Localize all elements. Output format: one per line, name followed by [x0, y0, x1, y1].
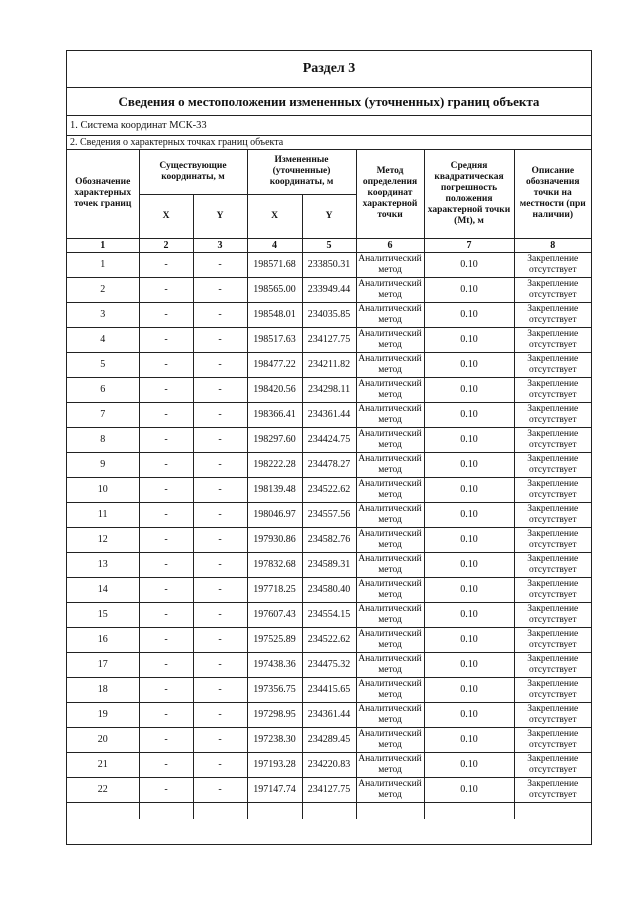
- error-cell: 0.10: [424, 577, 514, 602]
- existing-x-cell: -: [139, 427, 193, 452]
- error-cell: 0.10: [424, 602, 514, 627]
- header-description: Описание обозначения точки на местности (при наличии): [514, 150, 591, 238]
- method-cell: Аналитический метод: [356, 777, 424, 802]
- point-number-cell: 20: [67, 727, 139, 752]
- existing-x-cell: -: [139, 777, 193, 802]
- method-cell: Аналитический метод: [356, 527, 424, 552]
- changed-x-cell: 198420.56: [247, 377, 302, 402]
- existing-y-cell: -: [193, 452, 247, 477]
- header-changed-y: Y: [302, 194, 356, 238]
- point-number-cell: 21: [67, 752, 139, 777]
- existing-x-cell: -: [139, 752, 193, 777]
- description-cell: Закрепление отсутствует: [514, 277, 591, 302]
- table-row: [67, 677, 591, 702]
- changed-x-cell: 197832.68: [247, 552, 302, 577]
- changed-y-cell: 234127.75: [302, 327, 356, 352]
- existing-y-cell: -: [193, 752, 247, 777]
- table-row: [67, 552, 591, 577]
- description-cell: Закрепление отсутствует: [514, 577, 591, 602]
- changed-x-cell: 197930.86: [247, 527, 302, 552]
- description-cell: Закрепление отсутствует: [514, 252, 591, 277]
- method-cell: Аналитический метод: [356, 627, 424, 652]
- point-number-cell: 2: [67, 277, 139, 302]
- table-row: [67, 577, 591, 602]
- changed-y-cell: 234424.75: [302, 427, 356, 452]
- description-cell: Закрепление отсутствует: [514, 377, 591, 402]
- changed-x-cell: 198139.48: [247, 477, 302, 502]
- existing-x-cell: -: [139, 377, 193, 402]
- table-body: [67, 252, 591, 819]
- method-cell: Аналитический метод: [356, 552, 424, 577]
- error-cell: 0.10: [424, 402, 514, 427]
- column-number: 7: [424, 238, 514, 252]
- existing-y-cell: -: [193, 677, 247, 702]
- method-cell: Аналитический метод: [356, 327, 424, 352]
- table-row: [67, 452, 591, 477]
- method-cell: Аналитический метод: [356, 352, 424, 377]
- changed-y-cell: 234298.11: [302, 377, 356, 402]
- changed-y-cell: 234522.62: [302, 627, 356, 652]
- method-cell: Аналитический метод: [356, 577, 424, 602]
- column-number: 3: [193, 238, 247, 252]
- method-cell: Аналитический метод: [356, 652, 424, 677]
- method-cell: Аналитический метод: [356, 702, 424, 727]
- description-cell: Закрепление отсутствует: [514, 702, 591, 727]
- point-number-cell: 16: [67, 627, 139, 652]
- existing-x-cell: -: [139, 602, 193, 627]
- header-changed-coords: Измененные (уточненные) координаты, м: [247, 150, 356, 194]
- error-cell: 0.10: [424, 477, 514, 502]
- method-cell: Аналитический метод: [356, 752, 424, 777]
- existing-y-cell: -: [193, 402, 247, 427]
- existing-y-cell: -: [193, 502, 247, 527]
- existing-x-cell: -: [139, 702, 193, 727]
- header-existing-coords: Существующие координаты, м: [139, 150, 247, 194]
- error-cell: 0.10: [424, 752, 514, 777]
- table-row: [67, 277, 591, 302]
- description-cell: Закрепление отсутствует: [514, 527, 591, 552]
- description-cell: Закрепление отсутствует: [514, 627, 591, 652]
- existing-y-cell: -: [193, 427, 247, 452]
- table-row: [67, 502, 591, 527]
- column-number: 6: [356, 238, 424, 252]
- error-cell: 0.10: [424, 427, 514, 452]
- changed-x-cell: 197718.25: [247, 577, 302, 602]
- changed-x-cell: 198548.01: [247, 302, 302, 327]
- changed-x-cell: 197147.74: [247, 777, 302, 802]
- changed-x-cell: 198046.97: [247, 502, 302, 527]
- header-existing-x: X: [139, 194, 193, 238]
- empty-cell: [356, 802, 424, 819]
- empty-cell: [424, 802, 514, 819]
- point-number-cell: 15: [67, 602, 139, 627]
- description-cell: Закрепление отсутствует: [514, 352, 591, 377]
- empty-table-row: [67, 802, 591, 819]
- changed-x-cell: 197298.95: [247, 702, 302, 727]
- error-cell: 0.10: [424, 552, 514, 577]
- column-number: 4: [247, 238, 302, 252]
- point-number-cell: 9: [67, 452, 139, 477]
- method-cell: Аналитический метод: [356, 427, 424, 452]
- changed-x-cell: 197356.75: [247, 677, 302, 702]
- points-section-header: 2. Сведения о характерных точках границ объекта: [67, 136, 591, 150]
- description-cell: Закрепление отсутствует: [514, 477, 591, 502]
- existing-y-cell: -: [193, 477, 247, 502]
- existing-x-cell: -: [139, 277, 193, 302]
- error-cell: 0.10: [424, 452, 514, 477]
- changed-y-cell: 234361.44: [302, 402, 356, 427]
- coordinate-system-line: 1. Система координат МСК-33: [67, 116, 591, 136]
- changed-y-cell: 234557.56: [302, 502, 356, 527]
- description-cell: Закрепление отсутствует: [514, 452, 591, 477]
- description-cell: Закрепление отсутствует: [514, 652, 591, 677]
- existing-y-cell: -: [193, 652, 247, 677]
- existing-y-cell: -: [193, 777, 247, 802]
- existing-y-cell: -: [193, 627, 247, 652]
- point-number-cell: 6: [67, 377, 139, 402]
- table-row: [67, 702, 591, 727]
- table-row: [67, 327, 591, 352]
- method-cell: Аналитический метод: [356, 302, 424, 327]
- existing-y-cell: -: [193, 727, 247, 752]
- point-number-cell: 10: [67, 477, 139, 502]
- method-cell: Аналитический метод: [356, 252, 424, 277]
- changed-y-cell: 234582.76: [302, 527, 356, 552]
- changed-y-cell: 234415.65: [302, 677, 356, 702]
- existing-x-cell: -: [139, 402, 193, 427]
- table-row: [67, 402, 591, 427]
- description-cell: Закрепление отсутствует: [514, 502, 591, 527]
- table-row: [67, 652, 591, 677]
- changed-y-cell: 234211.82: [302, 352, 356, 377]
- point-number-cell: 18: [67, 677, 139, 702]
- column-number: 1: [67, 238, 139, 252]
- method-cell: Аналитический метод: [356, 402, 424, 427]
- existing-y-cell: -: [193, 377, 247, 402]
- table-row: [67, 252, 591, 277]
- description-cell: Закрепление отсутствует: [514, 727, 591, 752]
- point-number-cell: 5: [67, 352, 139, 377]
- changed-y-cell: 233850.31: [302, 252, 356, 277]
- method-cell: Аналитический метод: [356, 727, 424, 752]
- table-row: [67, 752, 591, 777]
- description-cell: Закрепление отсутствует: [514, 402, 591, 427]
- error-cell: 0.10: [424, 777, 514, 802]
- header-changed-x: X: [247, 194, 302, 238]
- table-row: [67, 377, 591, 402]
- description-cell: Закрепление отсутствует: [514, 327, 591, 352]
- method-cell: Аналитический метод: [356, 277, 424, 302]
- changed-y-cell: 234127.75: [302, 777, 356, 802]
- method-cell: Аналитический метод: [356, 502, 424, 527]
- point-number-cell: 12: [67, 527, 139, 552]
- column-number: 8: [514, 238, 591, 252]
- point-number-cell: 4: [67, 327, 139, 352]
- changed-y-cell: 234554.15: [302, 602, 356, 627]
- changed-y-cell: 234475.32: [302, 652, 356, 677]
- table-row: [67, 427, 591, 452]
- existing-x-cell: -: [139, 502, 193, 527]
- error-cell: 0.10: [424, 327, 514, 352]
- changed-x-cell: 198565.00: [247, 277, 302, 302]
- existing-x-cell: -: [139, 677, 193, 702]
- existing-y-cell: -: [193, 327, 247, 352]
- empty-cell: [514, 802, 591, 819]
- existing-y-cell: -: [193, 702, 247, 727]
- changed-x-cell: 198571.68: [247, 252, 302, 277]
- existing-x-cell: -: [139, 552, 193, 577]
- changed-y-cell: 234361.44: [302, 702, 356, 727]
- changed-x-cell: 197238.30: [247, 727, 302, 752]
- changed-y-cell: 234478.27: [302, 452, 356, 477]
- point-number-cell: 1: [67, 252, 139, 277]
- description-cell: Закрепление отсутствует: [514, 752, 591, 777]
- point-number-cell: 17: [67, 652, 139, 677]
- changed-x-cell: 197438.36: [247, 652, 302, 677]
- boundary-points-table: [67, 150, 591, 819]
- header-designation: Обозначение характерных точек границ: [67, 150, 139, 238]
- error-cell: 0.10: [424, 252, 514, 277]
- header-error: Средняя квадратическая погрешность положения характерной точки (Mt), м: [424, 150, 514, 238]
- error-cell: 0.10: [424, 727, 514, 752]
- table-row: [67, 627, 591, 652]
- existing-x-cell: -: [139, 577, 193, 602]
- error-cell: 0.10: [424, 652, 514, 677]
- table-row: [67, 477, 591, 502]
- table-row: [67, 302, 591, 327]
- changed-y-cell: 234220.83: [302, 752, 356, 777]
- empty-cell: [193, 802, 247, 819]
- existing-x-cell: -: [139, 452, 193, 477]
- column-number: 5: [302, 238, 356, 252]
- column-number: 2: [139, 238, 193, 252]
- header-method: Метод определения координат характерной точки: [356, 150, 424, 238]
- error-cell: 0.10: [424, 627, 514, 652]
- point-number-cell: 3: [67, 302, 139, 327]
- existing-x-cell: -: [139, 252, 193, 277]
- error-cell: 0.10: [424, 352, 514, 377]
- changed-y-cell: 234522.62: [302, 477, 356, 502]
- existing-y-cell: -: [193, 252, 247, 277]
- existing-x-cell: -: [139, 727, 193, 752]
- table-row: [67, 352, 591, 377]
- changed-y-cell: 234289.45: [302, 727, 356, 752]
- description-cell: Закрепление отсутствует: [514, 677, 591, 702]
- error-cell: 0.10: [424, 377, 514, 402]
- point-number-cell: 8: [67, 427, 139, 452]
- method-cell: Аналитический метод: [356, 377, 424, 402]
- changed-x-cell: 197193.28: [247, 752, 302, 777]
- existing-x-cell: -: [139, 652, 193, 677]
- existing-x-cell: -: [139, 327, 193, 352]
- point-number-cell: 14: [67, 577, 139, 602]
- point-number-cell: 19: [67, 702, 139, 727]
- method-cell: Аналитический метод: [356, 452, 424, 477]
- changed-y-cell: 234580.40: [302, 577, 356, 602]
- description-cell: Закрепление отсутствует: [514, 602, 591, 627]
- description-cell: Закрепление отсутствует: [514, 427, 591, 452]
- changed-y-cell: 233949.44: [302, 277, 356, 302]
- empty-cell: [302, 802, 356, 819]
- table-row: [67, 527, 591, 552]
- error-cell: 0.10: [424, 277, 514, 302]
- existing-x-cell: -: [139, 352, 193, 377]
- table-row: [67, 777, 591, 802]
- method-cell: Аналитический метод: [356, 677, 424, 702]
- existing-y-cell: -: [193, 552, 247, 577]
- table-row: [67, 727, 591, 752]
- changed-x-cell: 198517.63: [247, 327, 302, 352]
- description-cell: Закрепление отсутствует: [514, 302, 591, 327]
- document-sheet: [66, 50, 592, 845]
- point-number-cell: 22: [67, 777, 139, 802]
- error-cell: 0.10: [424, 302, 514, 327]
- error-cell: 0.10: [424, 502, 514, 527]
- method-cell: Аналитический метод: [356, 602, 424, 627]
- existing-x-cell: -: [139, 627, 193, 652]
- changed-x-cell: 197607.43: [247, 602, 302, 627]
- section-title: Раздел 3: [67, 51, 591, 88]
- existing-x-cell: -: [139, 302, 193, 327]
- error-cell: 0.10: [424, 677, 514, 702]
- table-row: [67, 602, 591, 627]
- changed-y-cell: 234035.85: [302, 302, 356, 327]
- changed-y-cell: 234589.31: [302, 552, 356, 577]
- document-subtitle: Сведения о местоположении измененных (уточненных) границ объекта: [67, 88, 591, 116]
- existing-y-cell: -: [193, 277, 247, 302]
- existing-x-cell: -: [139, 527, 193, 552]
- empty-cell: [139, 802, 193, 819]
- header-existing-y: Y: [193, 194, 247, 238]
- existing-y-cell: -: [193, 602, 247, 627]
- description-cell: Закрепление отсутствует: [514, 552, 591, 577]
- changed-x-cell: 198366.41: [247, 402, 302, 427]
- changed-x-cell: 198477.22: [247, 352, 302, 377]
- changed-x-cell: 197525.89: [247, 627, 302, 652]
- existing-y-cell: -: [193, 352, 247, 377]
- existing-x-cell: -: [139, 477, 193, 502]
- empty-cell: [247, 802, 302, 819]
- changed-x-cell: 198297.60: [247, 427, 302, 452]
- empty-cell: [67, 802, 139, 819]
- error-cell: 0.10: [424, 527, 514, 552]
- method-cell: Аналитический метод: [356, 477, 424, 502]
- error-cell: 0.10: [424, 702, 514, 727]
- existing-y-cell: -: [193, 302, 247, 327]
- point-number-cell: 11: [67, 502, 139, 527]
- existing-y-cell: -: [193, 577, 247, 602]
- changed-x-cell: 198222.28: [247, 452, 302, 477]
- description-cell: Закрепление отсутствует: [514, 777, 591, 802]
- point-number-cell: 7: [67, 402, 139, 427]
- existing-y-cell: -: [193, 527, 247, 552]
- point-number-cell: 13: [67, 552, 139, 577]
